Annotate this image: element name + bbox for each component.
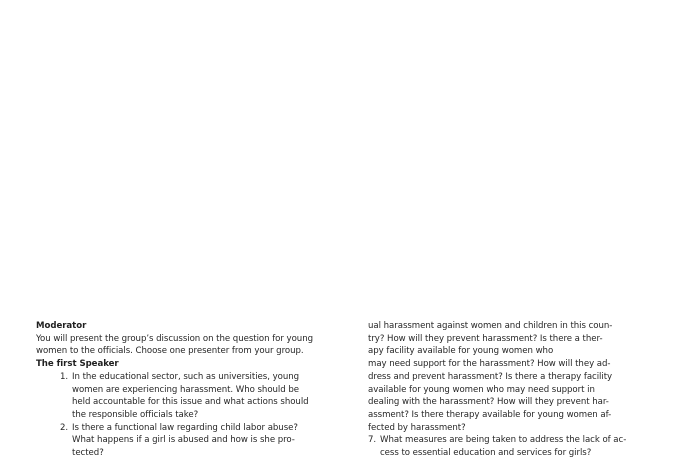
right-column — [368, 320, 638, 459]
left-column — [36, 320, 326, 459]
list-item — [36, 371, 326, 422]
list-number: 1. — [60, 371, 69, 382]
list-item-line: What measures are being taken to address the lack of ac- — [380, 435, 627, 446]
list-number: 7. — [368, 435, 377, 446]
paragraph-line: ual harassment against women and children in this coun- — [368, 321, 613, 331]
list-item-line: Is there a functional law regarding child labor abuse? — [72, 422, 298, 433]
list-number: 2. — [60, 422, 69, 433]
list-item-line: cess to essential education and services for girls? — [380, 448, 592, 459]
list-item — [36, 422, 326, 459]
list-item-line: women are experiencing harassment. Who should be — [72, 384, 300, 395]
list-item-line: What happens if a girl is abused and how is she pro- — [72, 435, 295, 446]
moderator-text-line: women to the officials. Choose one presenter from your group. — [36, 346, 304, 357]
paragraph-line: may need support for the harassment? How will they ad- — [368, 359, 611, 370]
first-speaker-heading: The first Speaker — [36, 359, 119, 370]
moderator-heading: Moderator — [36, 321, 87, 331]
paragraph-line: dealing with the harassment? How will they prevent har- — [368, 397, 609, 408]
list-item-line: In the educational sector, such as universities, young — [72, 371, 300, 382]
list-item-line: tected? — [72, 448, 104, 459]
list-item — [368, 434, 638, 459]
paragraph-line: fected by harassment? — [368, 422, 466, 433]
moderator-text-line: You will present the group’s discussion on the question for young — [36, 333, 313, 344]
paragraph-line: available for young women who may need support in — [368, 384, 595, 395]
paragraph-line: apy facility available for young women who — [368, 346, 554, 357]
list-item-line: held accountable for this issue and what actions should — [72, 397, 309, 408]
list-item-line: the responsible officials take? — [72, 409, 199, 420]
paragraph-line: dress and prevent harassment? Is there a therapy facility — [368, 371, 613, 382]
paragraph-line: assment? Is there therapy available for young women af- — [368, 409, 612, 420]
paragraph-line: try? How will they prevent harassment? Is there a ther- — [368, 333, 603, 344]
